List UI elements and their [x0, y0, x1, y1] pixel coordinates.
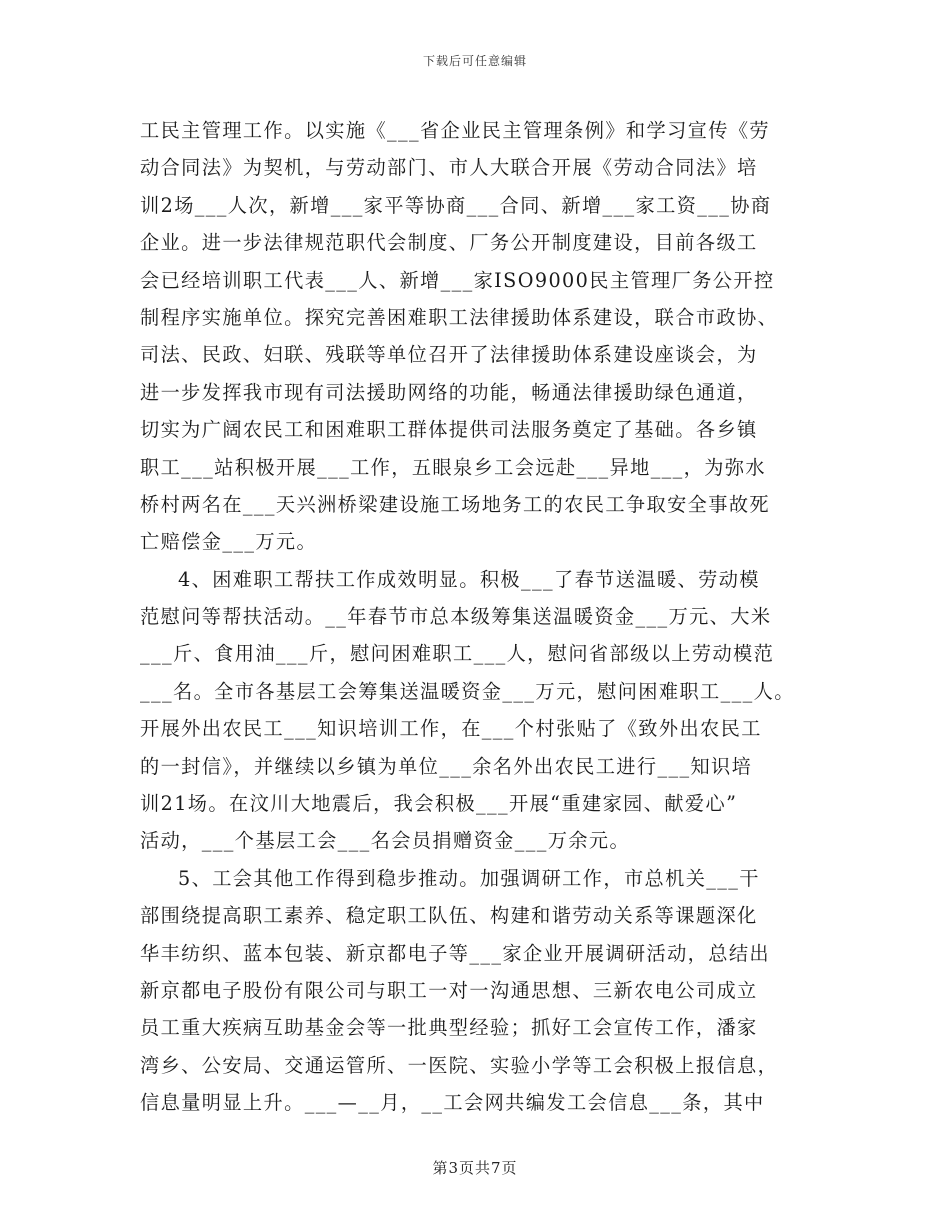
text-line: 亡赔偿金___万元。 [140, 530, 318, 554]
text-line: 训2场___人次，新增___家平等协商___合同、新增___家工资___协商 [140, 193, 772, 217]
text-line: 新京都电子股份有限公司与职工一对一沟通思想、三新农电公司成立 [140, 978, 758, 1002]
text-line: 开展外出农民工___知识培训工作，在___个村张贴了《致外出农民工 [140, 717, 762, 741]
text-line: 司法、民政、妇联、残联等单位召开了法律援助体系建设座谈会，为 [140, 343, 758, 367]
text-line: 部围绕提高职工素养、稳定职工队伍、构建和谐劳动关系等课题深化 [140, 904, 758, 928]
text-line: 会已经培训职工代表___人、新增___家ISO9000民主管理厂务公开控 [140, 268, 775, 292]
text-line: 活动，___个基层工会___名会员捐赠资金___万余元。 [140, 829, 631, 853]
text-line: 的一封信》，并继续以乡镇为单位___余名外出农民工进行___知识培 [140, 754, 753, 778]
text-line: ___斤、食用油___斤，慰问困难职工___人，慰问省部级以上劳动模范 [140, 642, 775, 666]
text-line: 切实为广阔农民工和困难职工群体提供司法服务奠定了基础。各乡镇 [140, 418, 758, 442]
text-line: 工民主管理工作。以实施《___省企业民主管理条例》和学习宣传《劳 [140, 119, 771, 142]
text-line: 企业。进一步法律规范职代会制度、厂务公开制度建设，目前各级工 [140, 231, 758, 255]
text-line: 进一步发挥我市现有司法援助网络的功能，畅通法律援助绿色通道， [140, 380, 758, 404]
text-line: 员工重大疾病互助基金会等一批典型经验；抓好工会宣传工作，潘家 [140, 1016, 758, 1040]
text-line: 信息量明显上升。___—__月，__工会网共编发工会信息___条，其中 [140, 1091, 765, 1115]
text-line: 职工___站积极开展___工作，五眼泉乡工会远赴___异地___，为弥水 [140, 455, 767, 479]
text-line: 制程序实施单位。探究完善困难职工法律援助体系建设，联合市政协、 [140, 305, 779, 329]
text-line: 华丰纺织、蓝本包装、新京都电子等___家企业开展调研活动，总结出 [140, 941, 771, 965]
text-line: 5、工会其他工作得到稳步推动。加强调研工作，市总机关___干 [178, 866, 760, 890]
text-line: 桥村两名在___天兴洲桥梁建设施工场地务工的农民工争取安全事故死 [140, 492, 771, 516]
text-line: 湾乡、公安局、交通运管所、一医院、实验小学等工会积极上报信息， [140, 1053, 779, 1077]
page-number: 第3页共7页 [432, 1159, 518, 1177]
header-note: 下载后可任意编辑 [422, 54, 527, 68]
text-line: 范慰问等帮扶活动。__年春节市总本级筹集送温暖资金___万元、大米 [140, 605, 772, 629]
text-line: ___名。全市各基层工会筹集送温暖资金___万元，慰问困难职工___人。 [140, 679, 795, 703]
text-line: 动合同法》为契机，与劳动部门、市人大联合开展《劳动合同法》培 [140, 156, 758, 180]
text-line: 4、困难职工帮扶工作成效明显。积极___了春节送温暖、劳动模 [178, 567, 760, 591]
document-body [140, 112, 820, 1122]
text-line: 训21场。在汶川大地震后，我会积极___开展“重建家园、献爱心” [140, 792, 738, 816]
